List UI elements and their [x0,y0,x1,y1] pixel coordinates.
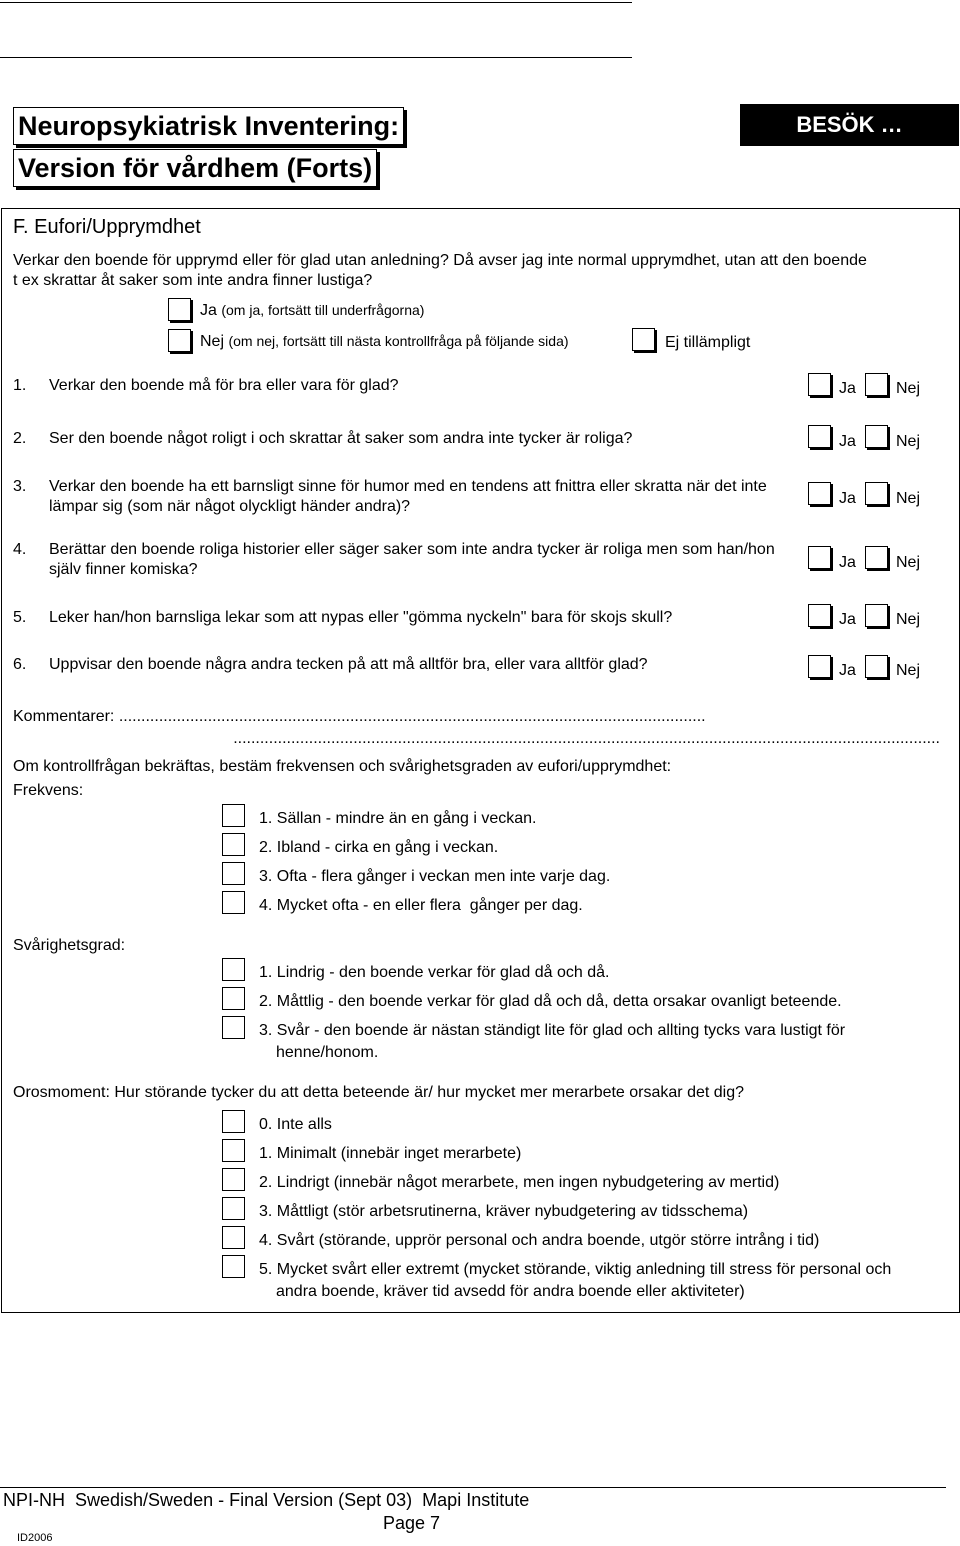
question-text: Leker han/hon barnsliga lekar som att nypas eller "gömma nyckeln" bara för skojs skull? [49,609,673,626]
disruption-option-4-checkbox[interactable] [222,1226,245,1249]
q3-no-label: Nej [896,490,921,507]
screening-na-label: Ej tillämpligt [665,334,751,351]
disruption-option-3-checkbox[interactable] [222,1197,245,1220]
q5-no-checkbox[interactable] [865,604,888,627]
disruption-option-1-checkbox[interactable] [222,1139,245,1162]
q6-yes-checkbox[interactable] [808,655,831,678]
question-text: Verkar den boende ha ett barnsligt sinne för humor med en tendens att fnittra eller skratta när det inte lämpar sig (som när något olyckligt händer andra)? [49,478,767,515]
q5-yes-label: Ja [839,611,856,628]
severity-option-3: 3. Svår - den boende är nästan ständigt lite för glad och allting tycks vara lustigt för [259,1022,846,1039]
q1-no-checkbox[interactable] [865,373,888,396]
q4-yes-label: Ja [839,554,856,571]
question-number: 6. [13,656,27,673]
screening-no [200,333,569,351]
disruption-option-0-checkbox[interactable] [222,1110,245,1133]
q1-no-label: Nej [896,380,921,397]
q6-no-checkbox[interactable] [865,655,888,678]
footer-page: Page 7 [383,1513,441,1533]
severity-option-1: 1. Lindrig - den boende verkar för glad då och då. [259,964,610,981]
q1-yes-label: Ja [839,380,856,397]
disruption-option-5-cont: andra boende, kräver tid avsedd för andra boende eller aktiviteter) [276,1283,745,1300]
severity-option-2-checkbox[interactable] [222,987,245,1010]
frequency-option-1: 1. Sällan - mindre än en gång i veckan. [259,810,537,827]
frequency-option-2-checkbox[interactable] [222,833,245,856]
disruption-option-4: 4. Svårt (störande, upprör personal och andra boende, utgör större intrång i tid) [259,1232,820,1249]
question-text: Verkar den boende må för bra eller vara för glad? [49,377,399,394]
question-number: 1. [13,377,27,394]
confirm-text: Om kontrollfrågan bekräftas, bestäm frekvensen och svårighetsgraden av eufori/upprymdhet: [13,758,672,775]
severity-option-3-checkbox[interactable] [222,1016,245,1039]
severity-option-2: 2. Måttlig - den boende verkar för glad då och då, detta orsakar ovanligt beteende. [259,993,842,1010]
q6-no-label: Nej [896,662,921,679]
screening-no-checkbox[interactable] [168,329,191,352]
question-number: 5. [13,609,27,626]
screening-yes-note: (om ja, fortsätt till underfrågorna) [221,302,425,318]
footer-line: NPI-NH Swedish/Sweden - Final Version (Sept 03) Mapi Institute [3,1490,530,1510]
intro-line-1: Verkar den boende för upprymd eller för glad utan anledning? Då avser jag inte normal upprymdhet, utan att den boende [13,252,867,269]
frequency-label: Frekvens: [13,782,84,799]
section-heading: F. Eufori/Upprymdhet [13,216,201,238]
frequency-option-4-checkbox[interactable] [222,891,245,914]
q2-no-label: Nej [896,433,921,450]
screening-yes-word: Ja [200,302,217,319]
screening-yes [200,302,424,320]
title-line-1: Neuropsykiatrisk Inventering: [13,107,404,145]
question-text: Ser den boende något roligt i och skrattar åt saker som andra inte tycker är roliga? [49,430,633,447]
disruption-option-1: 1. Minimalt (innebär inget merarbete) [259,1145,522,1162]
q2-yes-checkbox[interactable] [808,425,831,448]
q2-no-checkbox[interactable] [865,425,888,448]
severity-option-3-cont: henne/honom. [276,1044,379,1061]
top-rule-2 [0,57,632,58]
frequency-option-2: 2. Ibland - cirka en gång i veckan. [259,839,499,856]
frequency-option-3: 3. Ofta - flera gånger i veckan men inte varje dag. [259,868,611,885]
question-number: 2. [13,430,27,447]
severity-label: Svårighetsgrad: [13,937,126,954]
frequency-option-4: 4. Mycket ofta - en eller flera gånger per dag. [259,897,583,914]
disruption-option-2-checkbox[interactable] [222,1168,245,1191]
q2-yes-label: Ja [839,433,856,450]
footer-id: ID2006 [17,1532,53,1544]
question-text: Uppvisar den boende några andra tecken på att må alltför bra, eller vara alltför glad? [49,656,648,673]
severity-option-1-checkbox[interactable] [222,958,245,981]
comments-label[interactable]: Kommentarer: .................................................................................................................................... [13,708,706,725]
q4-no-checkbox[interactable] [865,546,888,569]
frequency-option-3-checkbox[interactable] [222,862,245,885]
screening-na-checkbox[interactable] [632,328,655,351]
q3-yes-label: Ja [839,490,856,507]
screening-yes-checkbox[interactable] [168,298,191,321]
q3-no-checkbox[interactable] [865,482,888,505]
frequency-option-1-checkbox[interactable] [222,804,245,827]
disruption-option-5: 5. Mycket svårt eller extremt (mycket störande, viktig anledning till stress för personal och [259,1261,892,1278]
disruption-option-0: 0. Inte alls [259,1116,332,1133]
top-rule-1 [0,2,632,3]
q5-no-label: Nej [896,611,921,628]
screening-no-note: (om nej, fortsätt till nästa kontrollfråga på följande sida) [228,333,569,349]
q6-yes-label: Ja [839,662,856,679]
q1-yes-checkbox[interactable] [808,373,831,396]
question-number: 4. [13,541,27,558]
screening-no-word: Nej [200,333,225,350]
footer-rule [0,1487,946,1488]
disruption-option-5-checkbox[interactable] [222,1255,245,1278]
visit-label: BESÖK … [740,104,959,146]
title-line-2: Version för vårdhem (Forts) [13,149,377,187]
disruption-option-3: 3. Måttligt (stör arbetsrutinerna, kräver nybudgetering av tidsschema) [259,1203,749,1220]
q4-yes-checkbox[interactable] [808,546,831,569]
question-text: Berättar den boende roliga historier eller säger saker som inte andra tycker är roliga men som han/hon själv finner komiska? [49,541,775,578]
comments-line-2[interactable]: ............................................................................................................................................................... [233,730,940,747]
disruption-option-2: 2. Lindrigt (innebär något merarbete, men ingen nybudgetering av mertid) [259,1174,780,1191]
q5-yes-checkbox[interactable] [808,604,831,627]
question-number: 3. [13,478,27,495]
q4-no-label: Nej [896,554,921,571]
disruption-label: Orosmoment: Hur störande tycker du att detta beteende är/ hur mycket mer merarbete orsakar det dig? [13,1084,745,1101]
q3-yes-checkbox[interactable] [808,482,831,505]
intro-line-2: t ex skrattar åt saker som inte andra finner lustiga? [13,272,373,289]
